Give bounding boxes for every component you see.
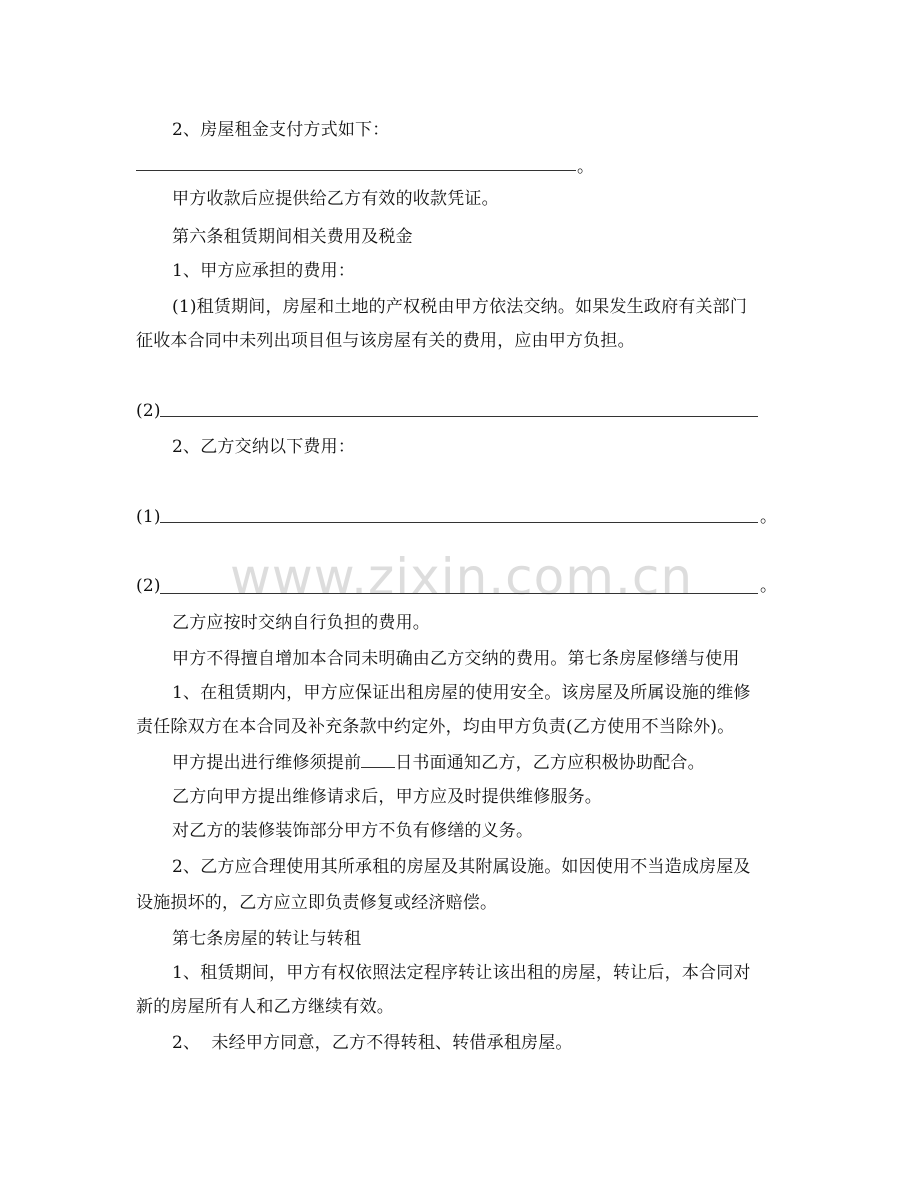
paragraph-proper-use-1: 2、乙方应合理使用其所承租的房屋及其附属设施。如因使用不当造成房屋及 xyxy=(172,857,751,877)
paragraph-transfer-1: 1、租赁期间，甲方有权依照法定程序转让该出租的房屋，转让后，本合同对 xyxy=(172,963,751,983)
paragraph-no-extra-fees: 甲方不得擅自增加本合同未明确由乙方交纳的费用。第七条房屋修缮与使用 xyxy=(172,649,740,669)
paragraph-property-tax-2: 征收本合同中未列出项目但与该房屋有关的费用，应由甲方负担。 xyxy=(136,331,635,351)
watermark: www.zixin.com.cn xyxy=(230,548,694,606)
paragraph-decoration: 对乙方的装修装饰部分甲方不负有修缮的义务。 xyxy=(172,821,534,841)
item-label: (2) xyxy=(136,576,161,596)
paragraph-party-a-fees: 1、甲方应承担的费用： xyxy=(172,261,356,281)
paragraph-receipt: 甲方收款后应提供给乙方有效的收款凭证。 xyxy=(172,189,499,209)
paragraph-repair-2: 责任除双方在本合同及补充条款中约定外，均由甲方负责(乙方使用不当除外)。 xyxy=(136,717,735,737)
item-label: (2) xyxy=(136,401,161,421)
blank-fill-line xyxy=(160,522,758,523)
period-mark: 。 xyxy=(760,576,778,596)
blank-fill-line xyxy=(160,416,758,417)
days-blank xyxy=(361,753,395,768)
article-7-heading: 第七条房屋的转让与转租 xyxy=(172,929,362,949)
paragraph-proper-use-2: 设施损坏的，乙方应立即负责修复或经济赔偿。 xyxy=(136,893,498,913)
paragraph-transfer-2: 新的房屋所有人和乙方继续有效。 xyxy=(136,997,394,1017)
paragraph-repair-request: 乙方向甲方提出维修请求后，甲方应及时提供维修服务。 xyxy=(172,787,602,807)
paragraph-pay-on-time: 乙方应按时交纳自行负担的费用。 xyxy=(172,613,430,633)
period-mark: 。 xyxy=(760,507,778,527)
period-mark: 。 xyxy=(577,157,595,177)
blank-fill-line xyxy=(136,170,576,171)
paragraph-sublease: 2、 未经甲方同意，乙方不得转租、转借承租房屋。 xyxy=(172,1033,573,1053)
item-label: (1) xyxy=(136,507,161,527)
article-6-heading: 第六条租赁期间相关费用及税金 xyxy=(172,227,413,247)
paragraph-party-b-fees: 2、乙方交纳以下费用： xyxy=(172,437,356,457)
paragraph-rent-payment-method: 2、房屋租金支付方式如下： xyxy=(172,120,390,140)
repair-notice-text-a: 甲方提出进行维修须提前 xyxy=(172,753,362,773)
blank-fill-line xyxy=(160,593,758,594)
paragraph-repair-1: 1、在租赁期内，甲方应保证出租房屋的使用安全。该房屋及所属设施的维修 xyxy=(172,683,751,703)
paragraph-repair-notice xyxy=(172,752,705,774)
repair-notice-text-b: 日书面通知乙方，乙方应积极协助配合。 xyxy=(395,753,705,773)
paragraph-property-tax-1: (1)租赁期间，房屋和土地的产权税由甲方依法交纳。如果发生政府有关部门 xyxy=(172,297,748,317)
